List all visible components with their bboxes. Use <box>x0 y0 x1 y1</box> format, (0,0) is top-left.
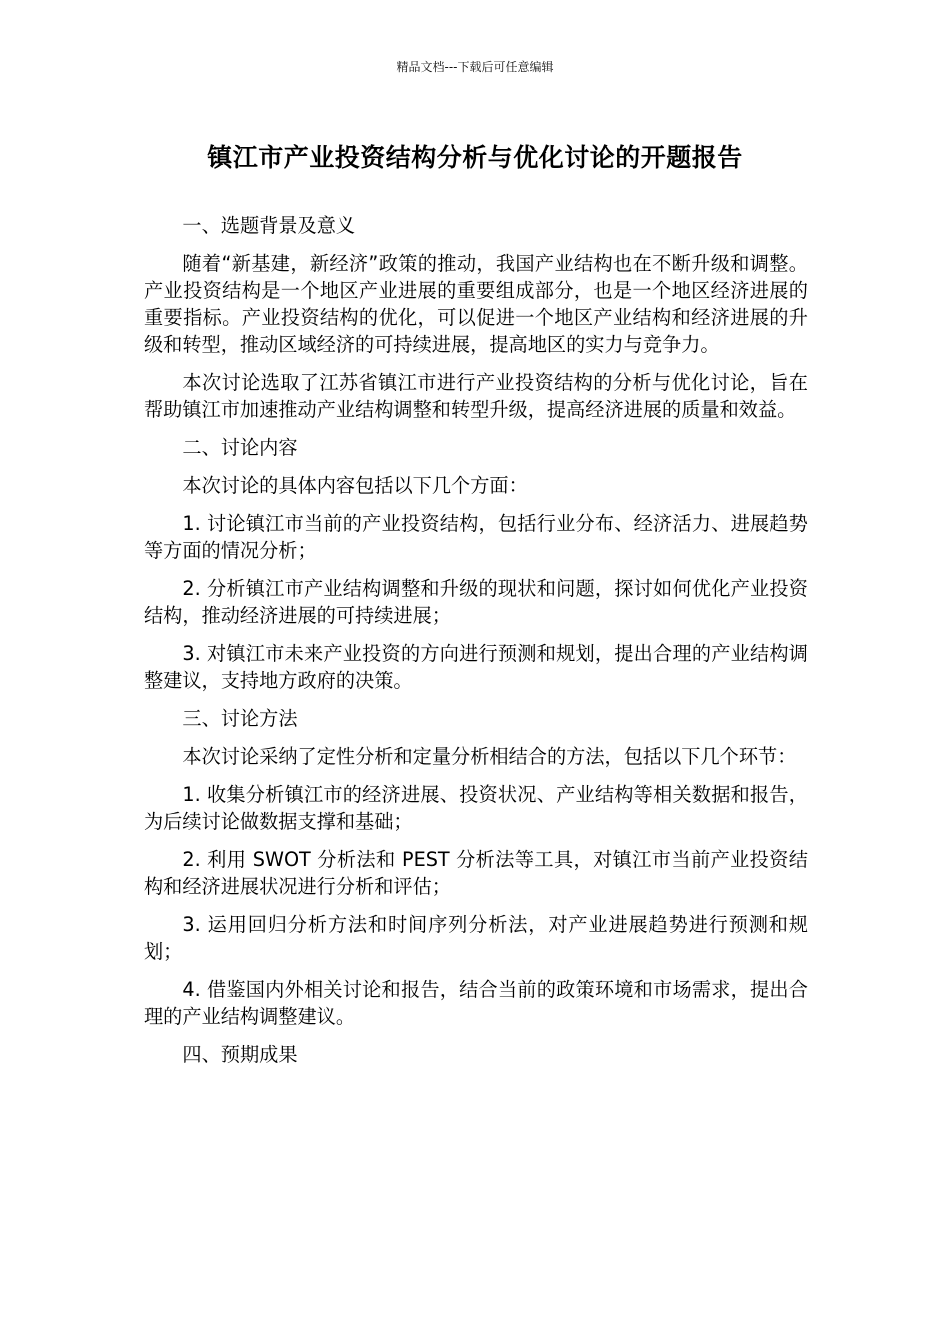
list-item-content-3: 3. 对镇江市未来产业投资的方向进行预测和规划，提出合理的产业结构调整建议，支持地方政府的决策。 <box>144 642 808 692</box>
list-item-method-4: 4. 借鉴国内外相关讨论和报告，结合当前的政策环境和市场需求，提出合理的产业结构调整建议。 <box>144 978 808 1028</box>
list-item-content-2: 2. 分析镇江市产业结构调整和升级的现状和问题，探讨如何优化产业投资结构，推动经济进展的可持续进展； <box>144 577 808 627</box>
section-heading-content: 二、讨论内容 <box>182 436 298 459</box>
paragraph-purpose: 本次讨论选取了江苏省镇江市进行产业投资结构的分析与优化讨论，旨在帮助镇江市加速推动产业结构调整和转型升级，提高经济进展的质量和效益。 <box>144 371 808 421</box>
document-title: 镇江市产业投资结构分析与优化讨论的开题报告 <box>207 143 743 172</box>
paragraph-method-intro: 本次讨论采纳了定性分析和定量分析相结合的方法，包括以下几个环节： <box>182 745 797 768</box>
page-header-note: 精品文档---下载后可任意编辑 <box>396 60 554 74</box>
list-item-method-2: 2. 利用 SWOT 分析法和 PEST 分析法等工具，对镇江市当前产业投资结构和经济进展状况进行分析和评估； <box>144 848 808 898</box>
document-body <box>144 212 808 1079</box>
section-heading-results: 四、预期成果 <box>182 1043 298 1066</box>
list-item-method-1: 1. 收集分析镇江市的经济进展、投资状况、产业结构等相关数据和报告，为后续讨论做数据支撑和基础； <box>144 783 808 833</box>
section-heading-method: 三、讨论方法 <box>182 707 298 730</box>
paragraph-content-intro: 本次讨论的具体内容包括以下几个方面： <box>182 474 528 497</box>
list-item-method-3: 3. 运用回归分析方法和时间序列分析法，对产业进展趋势进行预测和规划； <box>144 913 808 963</box>
paragraph-background: 随着“新基建，新经济”政策的推动，我国产业结构也在不断升级和调整。产业投资结构是一个地区产业进展的重要组成部分，也是一个地区经济进展的重要指标。产业投资结构的优化，可以促进一个地区产业结构和经济进展的升级和转型，推动区域经济的可持续进展，提高地区的实力与竞争力。 <box>144 252 808 356</box>
section-heading-background: 一、选题背景及意义 <box>182 214 356 237</box>
list-item-content-1: 1. 讨论镇江市当前的产业投资结构，包括行业分布、经济活力、进展趋势等方面的情况分析； <box>144 512 808 562</box>
